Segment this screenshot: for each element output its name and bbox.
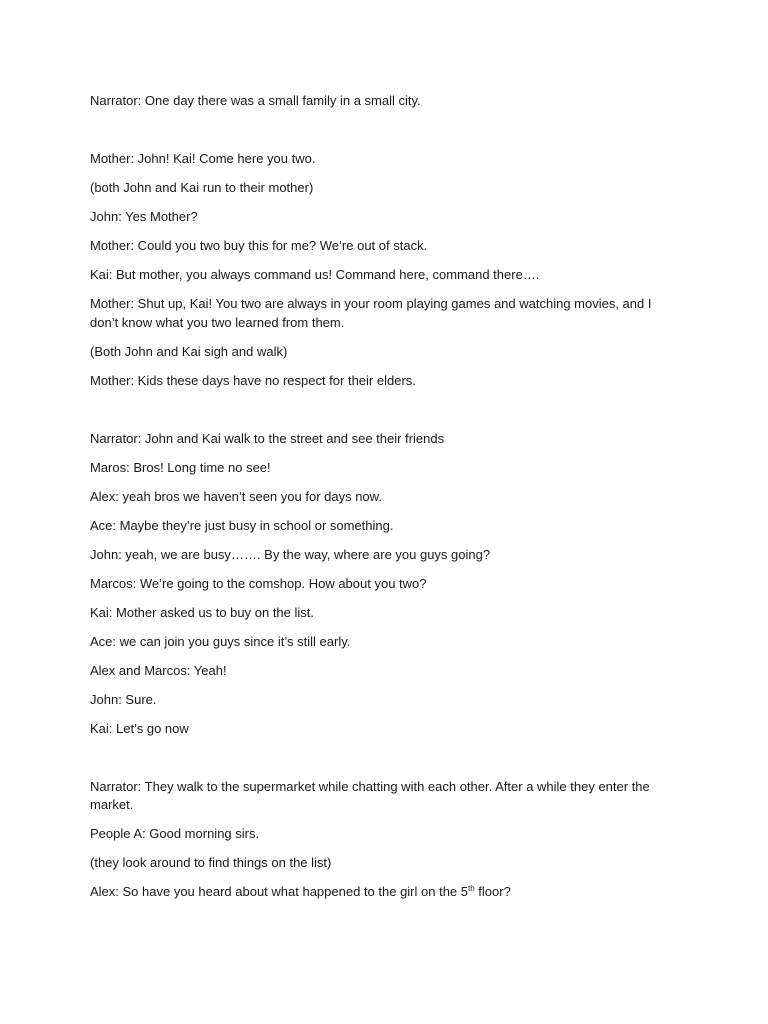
dialogue-line: Mother: John! Kai! Come here you two.: [90, 151, 316, 166]
dialogue-line: Maros: Bros! Long time no see!: [90, 459, 271, 475]
stage-direction: (both John and Kai run to their mother): [90, 180, 314, 195]
dialogue-text-start: Alex: So have you heard about what happened to the girl on the 5: [90, 884, 468, 899]
ordinal-superscript: th: [468, 884, 475, 893]
stage-direction: (they look around to find things on the list): [90, 855, 332, 870]
section-gap: [90, 749, 680, 778]
dialogue-text-end: floor?: [474, 884, 511, 899]
dialogue-line: Kai: Mother asked us to buy on the list.: [90, 604, 315, 620]
dialogue-line: Mother: Could you two buy this for me? We’re out of stack.: [90, 238, 428, 253]
dialogue-line: Ace: Maybe they’re just busy in school or something.: [90, 517, 394, 533]
dialogue-line: Ace: we can join you guys since it’s still early.: [90, 633, 351, 649]
dialogue-line: Mother: Shut up, Kai! You two are always in your room playing games and watching movies, and I don’t know what you two learned from them.: [90, 296, 652, 330]
narrator-line: Narrator: One day there was a small family in a small city.: [90, 93, 421, 108]
section-gap: [90, 121, 680, 150]
dialogue-line: Marcos: We’re going to the comshop. How about you two?: [90, 575, 427, 591]
dialogue-line: Alex: yeah bros we haven’t seen you for days now.: [90, 488, 382, 504]
dialogue-line: Mother: Kids these days have no respect for their elders.: [90, 372, 416, 388]
dialogue-line: John: Sure.: [90, 691, 157, 707]
dialogue-line: [90, 883, 680, 902]
dialogue-line: Kai: But mother, you always command us! Command here, command there….: [90, 267, 540, 282]
dialogue-line: Alex and Marcos: Yeah!: [90, 662, 227, 678]
section-gap: [90, 401, 680, 430]
narrator-line: Narrator: John and Kai walk to the street and see their friends: [90, 430, 445, 446]
dialogue-line: John: Yes Mother?: [90, 209, 198, 224]
dialogue-line: John: yeah, we are busy……. By the way, where are you guys going?: [90, 546, 491, 562]
script-text: [90, 92, 680, 912]
dialogue-line: Kai: Let’s go now: [90, 720, 189, 736]
dialogue-line: People A: Good morning sirs.: [90, 826, 260, 841]
stage-direction: (Both John and Kai sigh and walk): [90, 343, 288, 359]
narrator-line: Narrator: They walk to the supermarket while chatting with each other. After a while they enter the market.: [90, 778, 650, 812]
